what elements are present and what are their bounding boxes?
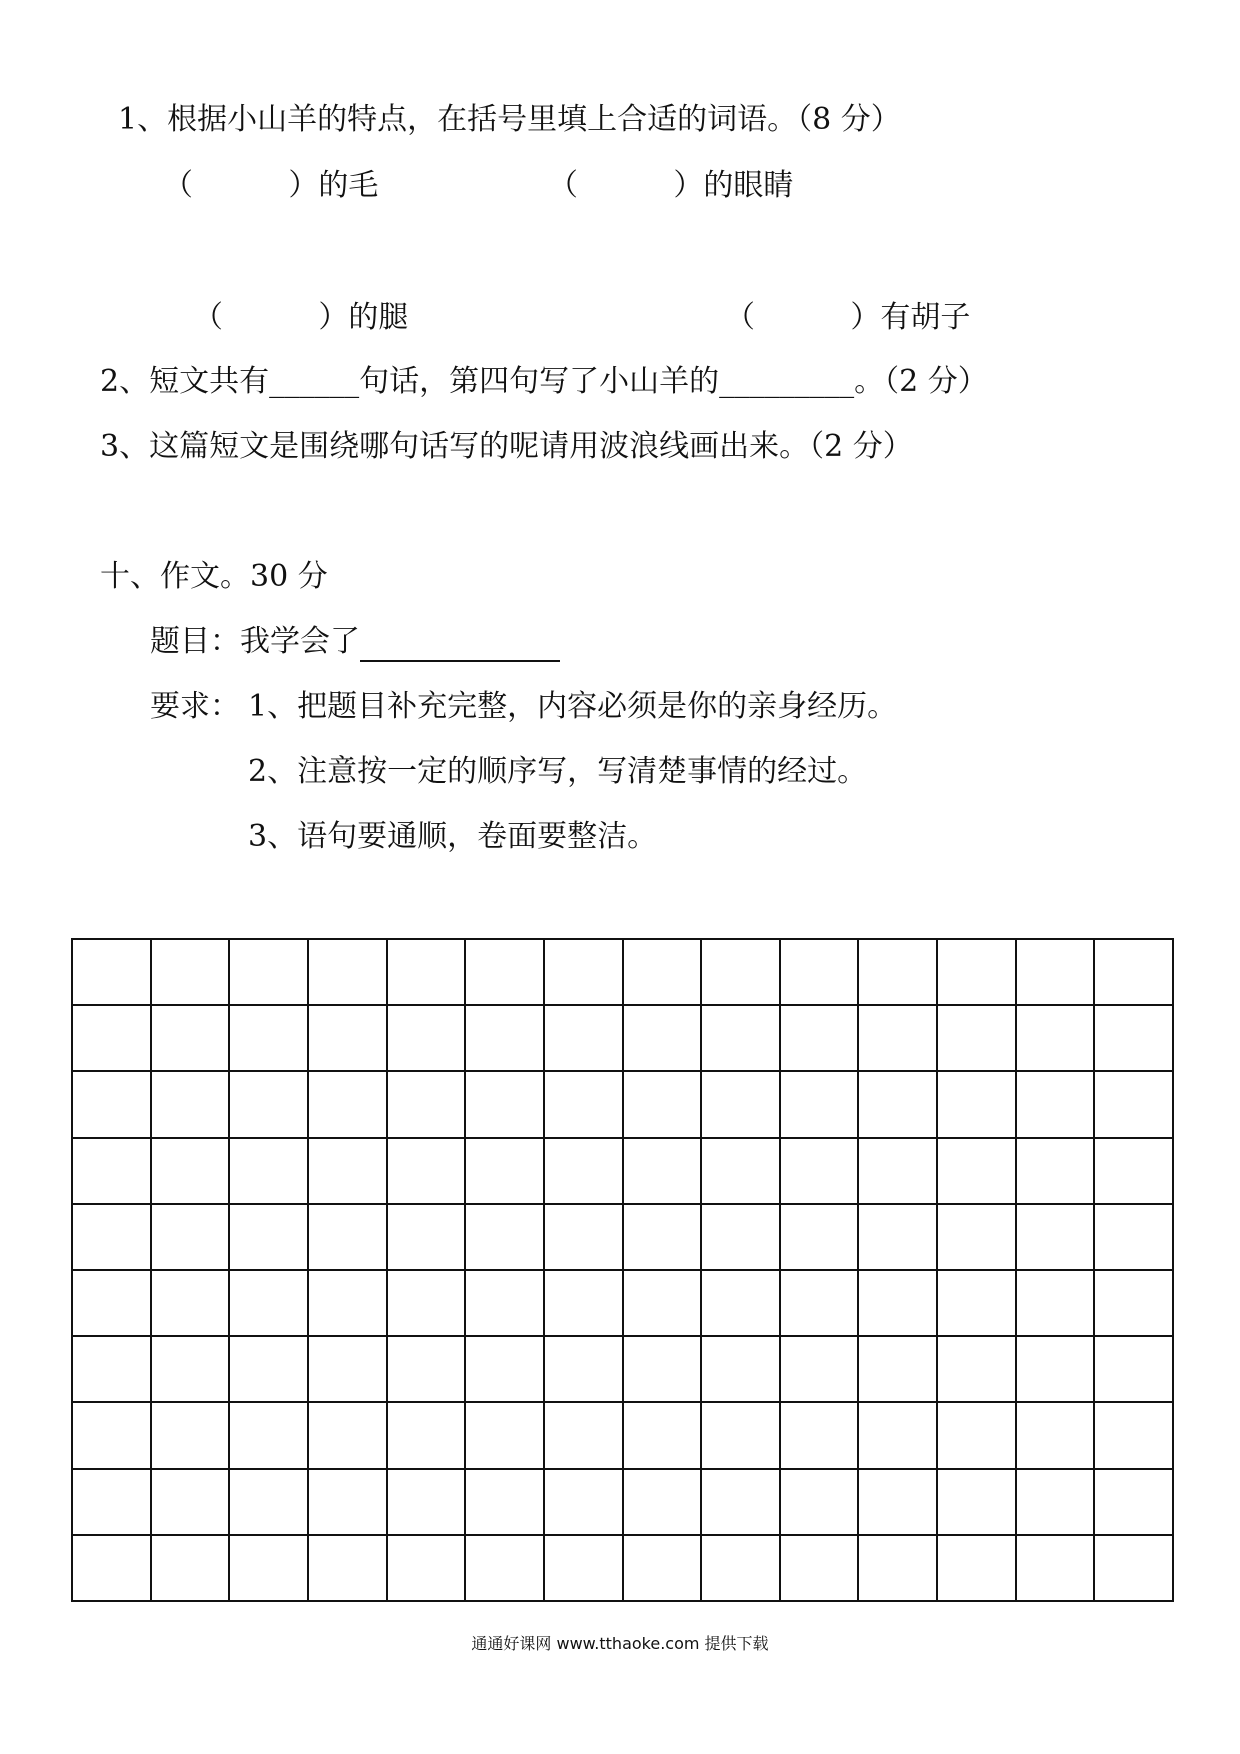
grid-cell [938,1205,1017,1271]
grid-cell [702,1536,781,1602]
grid-cell [230,1403,309,1469]
grid-cell [152,1337,231,1403]
grid-cell [624,1337,703,1403]
grid-cell [545,1536,624,1602]
grid-cell [73,1470,152,1536]
grid-cell [152,1536,231,1602]
grid-cell [230,1205,309,1271]
grid-cell [938,1470,1017,1536]
grid-cell [624,1403,703,1469]
grid-cell [938,1006,1017,1072]
writing-grid [71,938,1174,1602]
composition-title [150,622,560,662]
grid-cell [230,1536,309,1602]
grid-cell [152,1006,231,1072]
grid-cell [781,1205,860,1271]
grid-cell [466,1205,545,1271]
grid-cell [702,1139,781,1205]
grid-cell [624,1205,703,1271]
grid-cell [624,940,703,1006]
grid-cell [781,1470,860,1536]
grid-cell [859,1403,938,1469]
grid-cell [859,1006,938,1072]
grid-cell [624,1006,703,1072]
grid-cell [466,1006,545,1072]
grid-cell [388,1403,467,1469]
grid-cell [938,940,1017,1006]
grid-cell [624,1139,703,1205]
grid-cell [859,1536,938,1602]
blank-eyes: （ ）的眼睛 [548,168,794,203]
grid-cell [938,1403,1017,1469]
grid-cell [1095,1139,1174,1205]
grid-cell [1017,940,1096,1006]
grid-cell [466,1536,545,1602]
grid-cell [73,1205,152,1271]
grid-cell [73,1006,152,1072]
grid-cell [309,1536,388,1602]
grid-cell [230,1006,309,1072]
grid-cell [938,1536,1017,1602]
grid-cell [545,1072,624,1138]
grid-cell [702,1271,781,1337]
grid-cell [388,1337,467,1403]
grid-cell [152,1139,231,1205]
grid-cell [702,940,781,1006]
grid-cell [938,1271,1017,1337]
grid-cell [388,940,467,1006]
blank-beard: （ ）有胡子 [725,300,971,335]
grid-cell [309,1470,388,1536]
grid-cell [1095,1072,1174,1138]
grid-cell [1095,1337,1174,1403]
grid-cell [152,1470,231,1536]
grid-cell [781,1006,860,1072]
grid-cell [309,1403,388,1469]
grid-cell [388,1072,467,1138]
grid-cell [624,1536,703,1602]
grid-cell [781,1403,860,1469]
grid-cell [624,1072,703,1138]
grid-cell [781,940,860,1006]
grid-cell [702,1337,781,1403]
grid-cell [1017,1470,1096,1536]
question-2: 2、短文共有______句话，第四句写了小山羊的_________。（2 分） [100,364,988,399]
grid-cell [466,940,545,1006]
grid-cell [702,1470,781,1536]
grid-cell [152,1072,231,1138]
grid-cell [309,1139,388,1205]
grid-cell [309,1337,388,1403]
grid-cell [545,940,624,1006]
grid-cell [1017,1271,1096,1337]
grid-cell [624,1470,703,1536]
grid-cell [152,940,231,1006]
requirement-item: 1、把题目补充完整，内容必须是你的亲身经历。 [248,689,898,724]
blank-fur: （ ）的毛 [163,168,379,203]
grid-cell [859,1271,938,1337]
grid-cell [1095,1271,1174,1337]
grid-cell [388,1536,467,1602]
question-3: 3、这篇短文是围绕哪句话写的呢请用波浪线画出来。（2 分） [100,429,913,464]
grid-cell [152,1205,231,1271]
grid-cell [1017,1072,1096,1138]
requirement-item: 2、注意按一定的顺序写，写清楚事情的经过。 [248,754,868,789]
grid-cell [309,1271,388,1337]
grid-cell [309,1072,388,1138]
grid-cell [1017,1205,1096,1271]
grid-cell [73,1139,152,1205]
grid-cell [466,1271,545,1337]
grid-cell [1095,940,1174,1006]
title-blank-line [360,626,560,662]
grid-cell [1095,1006,1174,1072]
grid-cell [388,1006,467,1072]
grid-cell [388,1271,467,1337]
grid-cell [230,1470,309,1536]
grid-cell [73,1271,152,1337]
grid-cell [1017,1006,1096,1072]
grid-cell [230,1271,309,1337]
composition-heading: 十、作文。30 分 [100,559,328,594]
grid-cell [466,1139,545,1205]
grid-cell [230,1139,309,1205]
grid-cell [545,1139,624,1205]
grid-cell [1017,1403,1096,1469]
question-1-prompt: 1、根据小山羊的特点，在括号里填上合适的词语。（8 分） [118,102,901,137]
grid-cell [152,1403,231,1469]
grid-cell [152,1271,231,1337]
grid-cell [1017,1337,1096,1403]
grid-cell [702,1072,781,1138]
grid-cell [545,1271,624,1337]
grid-cell [230,940,309,1006]
composition-title-label: 题目：我学会了 [150,624,360,659]
grid-cell [1095,1536,1174,1602]
grid-cell [388,1470,467,1536]
footer-text: 通通好课网 www.tthaoke.com 提供下载 [471,1634,769,1653]
grid-cell [781,1337,860,1403]
requirement-item: 3、语句要通顺，卷面要整洁。 [248,819,658,854]
requirements-label: 要求： [150,689,240,724]
grid-cell [1095,1470,1174,1536]
grid-cell [1017,1139,1096,1205]
blank-legs: （ ）的腿 [193,300,409,335]
grid-cell [781,1536,860,1602]
grid-cell [938,1337,1017,1403]
grid-cell [545,1006,624,1072]
grid-cell [466,1470,545,1536]
grid-cell [388,1205,467,1271]
grid-cell [73,1072,152,1138]
grid-cell [309,940,388,1006]
grid-cell [702,1403,781,1469]
grid-cell [859,1205,938,1271]
grid-cell [781,1139,860,1205]
grid-cell [545,1403,624,1469]
grid-cell [545,1205,624,1271]
grid-cell [466,1072,545,1138]
grid-cell [466,1403,545,1469]
grid-cell [545,1337,624,1403]
grid-cell [781,1072,860,1138]
grid-cell [309,1006,388,1072]
grid-cell [859,1337,938,1403]
grid-cell [73,940,152,1006]
grid-cell [859,940,938,1006]
grid-cell [938,1072,1017,1138]
grid-cell [230,1337,309,1403]
grid-cell [859,1072,938,1138]
grid-cell [781,1271,860,1337]
grid-cell [73,1337,152,1403]
grid-cell [73,1536,152,1602]
grid-cell [702,1006,781,1072]
grid-cell [859,1470,938,1536]
grid-cell [309,1205,388,1271]
grid-cell [859,1139,938,1205]
grid-cell [466,1337,545,1403]
grid-cell [624,1271,703,1337]
grid-cell [702,1205,781,1271]
grid-cell [545,1470,624,1536]
grid-cell [73,1403,152,1469]
grid-cell [1017,1536,1096,1602]
grid-cell [230,1072,309,1138]
grid-cell [1095,1403,1174,1469]
grid-cell [938,1139,1017,1205]
grid-cell [1095,1205,1174,1271]
grid-cell [388,1139,467,1205]
